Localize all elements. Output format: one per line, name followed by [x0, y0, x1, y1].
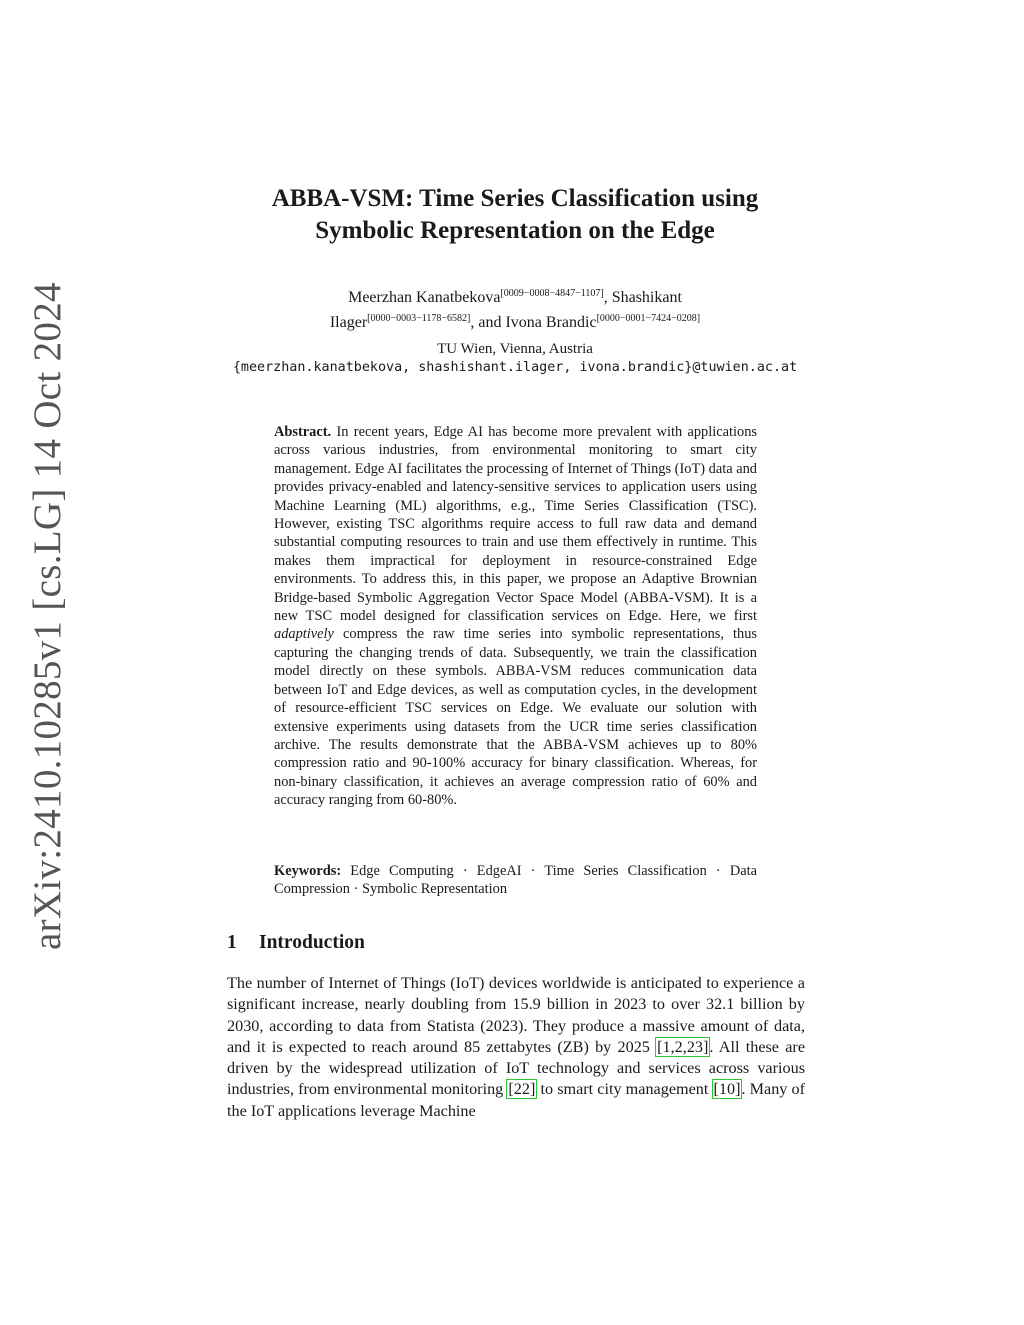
- orcid-id: [0009−0008−4847−1107]: [500, 288, 604, 299]
- abstract-text-continued: compress the raw time series into symbolic representations, thus capturing the changing trends of data. Subsequently, we train the classification model directly on these symbols. ABBA-VSM reduces communication data between IoT and Edge devices, as well as computation cycles, in the development of resource-efficient TSC services on Edge. We evaluate our solution with extensive experiments using datasets from the UCR time series classification archive. The results demonstrate that the ABBA-VSM achieves up to 80% compression ratio and 90-100% accuracy for binary classification. Whereas, for non-binary classification, it achieves an average compression ratio of 60% and accuracy ranging from 60-80%.: [274, 626, 757, 809]
- author-name: , and Ivona Brandic: [470, 314, 597, 331]
- title-line-2: Symbolic Representation on the Edge: [315, 217, 715, 244]
- author-list: [220, 283, 810, 333]
- citation-link[interactable]: [22]: [508, 1080, 536, 1099]
- section-heading: [227, 930, 365, 956]
- keywords-label: Keywords:: [274, 863, 342, 879]
- title-line-1: ABBA-VSM: Time Series Classification using: [271, 185, 759, 212]
- citation-link[interactable]: [1,2,23]: [657, 1037, 709, 1056]
- keywords-text: Edge Computing · EdgeAI · Time Series Classification · Data Compression · Symbolic Representation: [274, 863, 757, 898]
- intro-text: . All these are driven by the widespread utilization of IoT technology and services across various industries, from environmental monitoring: [227, 1037, 806, 1099]
- author-emails: {meerzhan.kanatbekova, shashishant.ilager, ivona.brandic}@tuwien.ac.at: [232, 360, 798, 375]
- orcid-id: [0000−0003−1178−6582]: [367, 313, 471, 324]
- citation-link[interactable]: [10]: [713, 1080, 741, 1099]
- intro-text: to smart city management: [536, 1080, 713, 1099]
- section-number: 1: [227, 932, 237, 953]
- abstract-label: Abstract.: [274, 424, 332, 440]
- section-title: Introduction: [259, 932, 365, 953]
- abstract: [274, 423, 757, 810]
- intro-text: The number of Internet of Things (IoT) devices worldwide is anticipated to experience a significant increase, nearly doubling from 15.9 billion in 2023 to over 32.1 billion by 2030, according to data from Statista (2023). They produce a massive amount of data, and it is expected to reach around 85 zettabytes (ZB) by 2025: [227, 974, 805, 1056]
- author-name: Meerzhan Kanatbekova: [348, 289, 501, 306]
- author-separator: , Shashikant: [603, 289, 682, 306]
- introduction-paragraph: [227, 973, 805, 1122]
- arxiv-identifier: arXiv:2410.10285v1 [cs.LG] 14 Oct 2024: [26, 282, 69, 950]
- affiliation: TU Wien, Vienna, Austria: [437, 341, 593, 357]
- intro-text: . Many of the IoT applications leverage Machine: [227, 1080, 806, 1120]
- orcid-id: [0000−0001−7424−0208]: [596, 313, 701, 324]
- keywords: [274, 862, 757, 899]
- abstract-emphasis: adaptively: [274, 626, 334, 643]
- paper-title: [200, 183, 830, 247]
- abstract-text: In recent years, Edge AI has become more prevalent with applications across various industries, from environmental monitoring to smart city management. Edge AI facilitates the processing of Internet of Things (IoT) data and provides privacy-enabled and latency-sensitive services to application users using Machine Learning (ML) algorithms, e.g., Time Series Classification (TSC). However, existing TSC algorithms require access to full raw data and demand substantial computing resources to train and use them effectively in runtime. This makes them impractical for deployment in resource-constrained Edge environments. To address this, in this paper, we propose an Adaptive Brownian Bridge-based Symbolic Aggregation Vector Space Model (ABBA-VSM). It is a new TSC model designed for classification services on Edge. Here, we first: [274, 424, 757, 625]
- author-name: Ilager: [329, 314, 368, 331]
